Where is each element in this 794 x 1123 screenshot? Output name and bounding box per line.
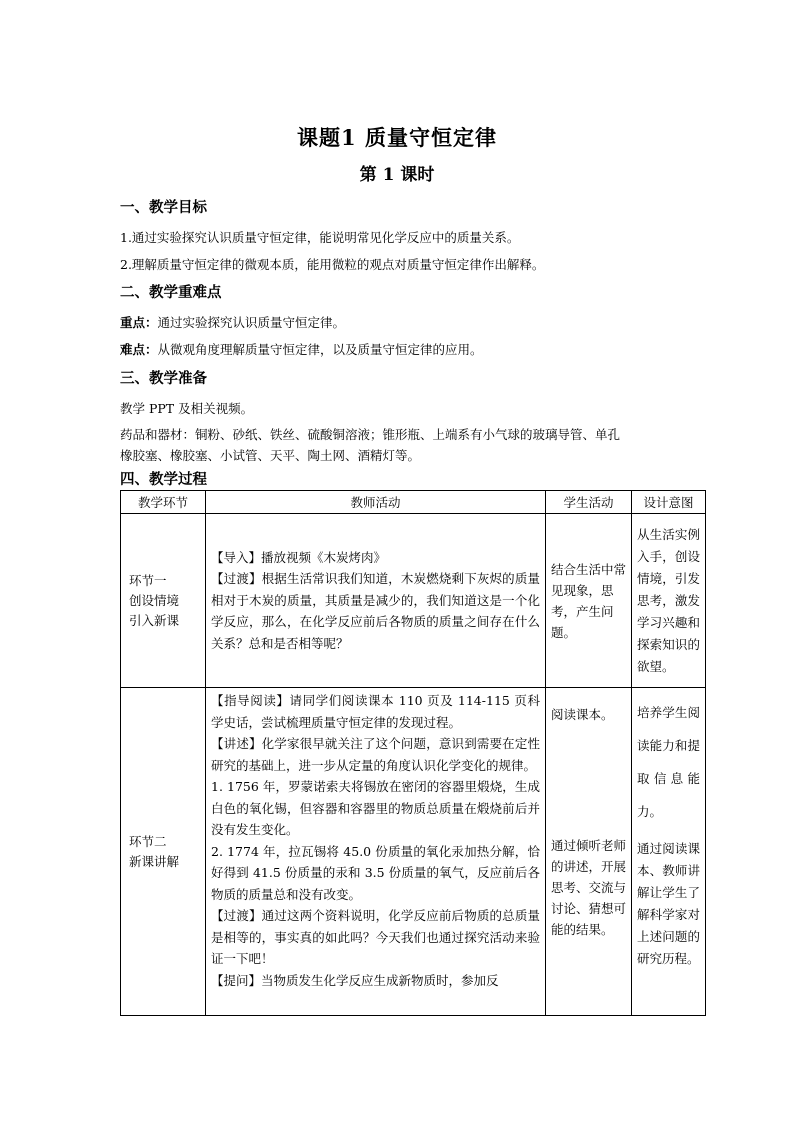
table-row bbox=[121, 688, 706, 1016]
teacher-activity-cell bbox=[206, 514, 546, 688]
stage-name-line: 新课讲解 bbox=[129, 853, 180, 869]
teacher-activity-paragraph: 1. 1756 年，罗蒙诺索夫将锡放在密闭的容器里煅烧，生成白色的氧化锡，但容器和容器里的物质总质量在煅烧前后并没有发生变化。 bbox=[211, 779, 540, 837]
key-point-label: 重点： bbox=[120, 315, 158, 330]
preparation-line-2: 药品和器材：铜粉、砂纸、铁丝、硫酸铜溶液；锥形瓶、上端系有小气球的玻璃导管、单孔 bbox=[120, 427, 621, 442]
spacer bbox=[637, 828, 700, 838]
section-heading-objectives: 一、教学目标 bbox=[120, 199, 207, 216]
teacher-activity-paragraph: 【过渡】根据生活常识我们知道，木炭燃烧剩下灰烬的质量相对于木炭的质量，其质量是减少的，我们知道这是一个化学反应，那么，在化学反应前后各物质的质量之间存在什么关系？总和是否相等呢？ bbox=[211, 571, 540, 651]
stage-label: 环节一 bbox=[129, 572, 167, 588]
design-intent-text: 通过阅读课本、教师讲解让学生了解科学家对上述问题的研究历程。 bbox=[637, 841, 700, 966]
stage-name-line: 引入新课 bbox=[129, 612, 180, 628]
teacher-activity-paragraph: 【提问】当物质发生化学反应生成新物质时，参加反 bbox=[211, 972, 499, 988]
key-point-text: 通过实验探究认识质量守恒定律。 bbox=[157, 315, 346, 330]
objective-1: 1.通过实验探究认识质量守恒定律，能说明常见化学反应中的质量关系。 bbox=[120, 230, 520, 245]
teaching-process-table bbox=[120, 490, 706, 1016]
design-intent-cell: 从生活实例入手，创设情境，引发思考，激发学习兴趣和探索知识的欲望。 bbox=[632, 514, 706, 688]
section-heading-preparation: 三、教学准备 bbox=[120, 370, 207, 387]
difficulty-text: 从微观角度理解质量守恒定律，以及质量守恒定律的应用。 bbox=[157, 342, 483, 357]
student-activity-cell bbox=[546, 688, 632, 1016]
header-student-activity: 学生活动 bbox=[546, 491, 632, 514]
teacher-activity-cell bbox=[206, 688, 546, 1016]
student-activity-cell: 结合生活中常见现象，思考，产生问题。 bbox=[546, 514, 632, 688]
difficulty-line bbox=[120, 340, 483, 358]
header-stage: 教学环节 bbox=[121, 491, 206, 514]
header-teacher-activity: 教师活动 bbox=[206, 491, 546, 514]
teacher-activity-paragraph: 2. 1774 年，拉瓦锡将 45.0 份质量的氧化汞加热分解，恰好得到 41.5 份质量的汞和 3.5 份质量的氧气，反应前后各物质的质量总和没有改变。 bbox=[211, 843, 540, 902]
preparation-line-1: 教学 PPT 及相关视频。 bbox=[120, 401, 254, 416]
lesson-subtitle: 第 1 课时 bbox=[359, 165, 435, 185]
lesson-title: 课题1 质量守恒定律 bbox=[297, 125, 497, 150]
key-point-line bbox=[120, 313, 345, 331]
teacher-activity-paragraph: 【指导阅读】请同学们阅读课本 110 页及 114-115 页科学史话，尝试梳理质量守恒定律的发现过程。 bbox=[211, 693, 540, 730]
stage-cell bbox=[121, 514, 206, 688]
table-row bbox=[121, 514, 706, 688]
teacher-activity-paragraph: 【导入】播放视频《木炭烤肉》 bbox=[211, 549, 387, 565]
header-design-intent: 设计意图 bbox=[632, 491, 706, 514]
difficulty-label: 难点： bbox=[120, 342, 158, 357]
stage-label: 环节二 bbox=[129, 833, 167, 849]
student-activity-text: 通过倾听老师的讲述，开展思考、交流与讨论、猜想可能的结果。 bbox=[551, 838, 627, 937]
table-header-row bbox=[121, 491, 706, 514]
stage-name-line: 创设情境 bbox=[129, 592, 180, 608]
design-intent-cell bbox=[632, 688, 706, 1016]
student-activity-text: 阅读课本。 bbox=[551, 707, 614, 722]
objective-2: 2.理解质量守恒定律的微观本质，能用微粒的观点对质量守恒定律作出解释。 bbox=[120, 257, 545, 272]
section-heading-key-points: 二、教学重难点 bbox=[120, 284, 222, 301]
stage-cell bbox=[121, 688, 206, 1016]
teacher-activity-paragraph: 【过渡】通过这两个资料说明，化学反应前后物质的总质量是相等的，事实真的如此吗？今天我们也通过探究活动来验证一下吧！ bbox=[211, 908, 540, 966]
preparation-line-3: 橡胶塞、橡胶塞、小试管、天平、陶土网、酒精灯等。 bbox=[120, 448, 421, 463]
section-heading-process: 四、教学过程 bbox=[120, 471, 207, 488]
spacer bbox=[551, 725, 626, 835]
design-intent-text: 培养学生阅读能力和提取信息能力。 bbox=[637, 705, 700, 819]
teacher-activity-paragraph: 【讲述】化学家很早就关注了这个问题，意识到需要在定性研究的基础上，进一步从定量的角度认识化学变化的规律。 bbox=[211, 736, 540, 773]
